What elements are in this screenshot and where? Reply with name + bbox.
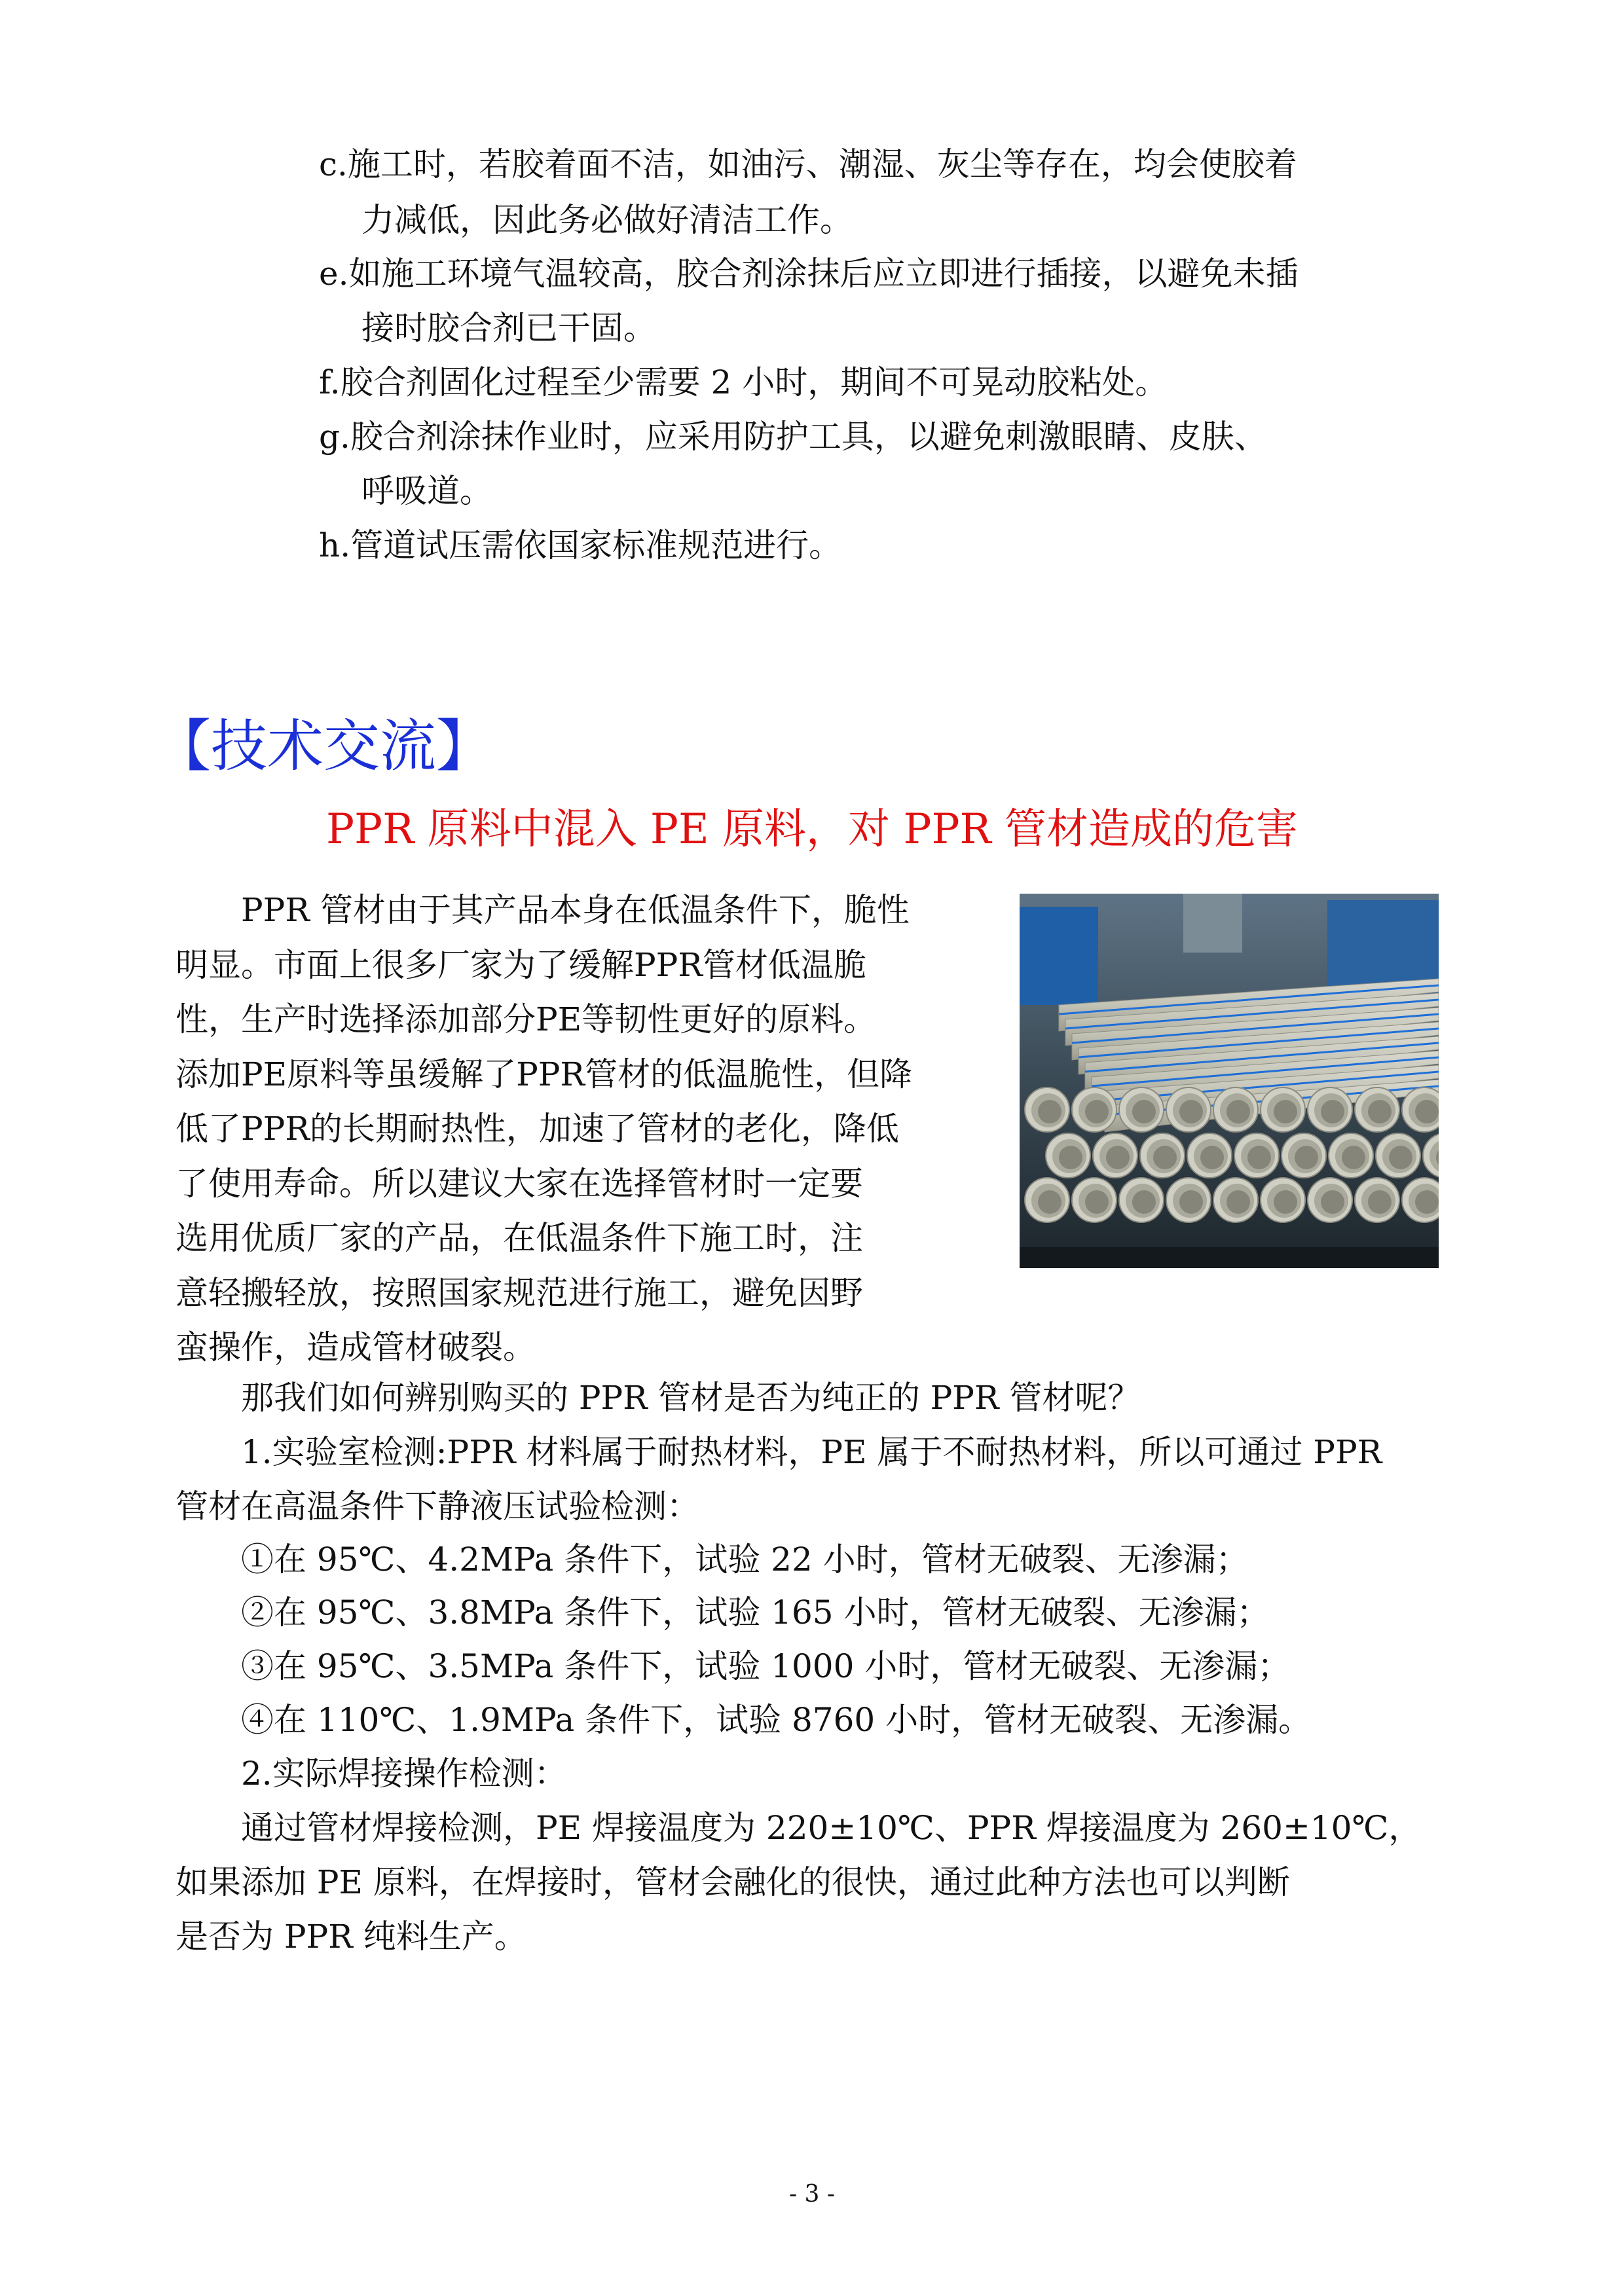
intro-line: 添加PE原料等虽缓解了PPR管材的低温脆性，但降	[175, 1055, 913, 1093]
intro-line: 明显。市面上很多厂家为了缓解PPR管材低温脆	[175, 945, 866, 984]
list-item-e-cont: 接时胶合剂已干固。	[361, 309, 656, 347]
body-line: 管材在高温条件下静液压试验检测：	[175, 1487, 699, 1525]
list-item-c-cont: 力减低，因此务必做好清洁工作。	[361, 201, 853, 239]
list-item-e: e.如施工环境气温较高，胶合剂涂抹后应立即进行插接，以避免未插	[319, 255, 1299, 293]
list-item-c: c.施工时，若胶着面不洁，如油污、潮湿、灰尘等存在，均会使胶着	[319, 145, 1297, 183]
body-line: ①在 95℃、4.2MPa 条件下，试验 22 小时，管材无破裂、无渗漏；	[175, 1540, 1249, 1578]
body-line: 2.实际焊接操作检测：	[175, 1755, 567, 1793]
body-line: ②在 95℃、3.8MPa 条件下，试验 165 小时，管材无破裂、无渗漏；	[175, 1594, 1270, 1631]
page-number: - 3 -	[788, 2181, 836, 2208]
list-item-g: g.胶合剂涂抹作业时，应采用防护工具，以避免刺激眼睛、皮肤、	[319, 418, 1267, 456]
article-title: PPR 原料中混入 PE 原料，对 PPR 管材造成的危害	[325, 805, 1299, 854]
intro-line: 了使用寿命。所以建议大家在选择管材时一定要	[175, 1164, 863, 1203]
stacked-pipes-photo	[1020, 894, 1439, 1268]
intro-line: 低了PPR的长期耐热性，加速了管材的老化，降低	[175, 1110, 899, 1148]
section-title: 【技术交流】	[155, 714, 492, 779]
body-line: 1.实验室检测:PPR 材料属于耐热材料，PE 属于不耐热材料，所以可通过 PPR	[175, 1433, 1382, 1471]
intro-line: 意轻搬轻放，按照国家规范进行施工，避免因野	[175, 1273, 863, 1312]
intro-line: 蛮操作，造成管材破裂。	[175, 1328, 536, 1366]
body-line: 通过管材焊接检测，PE 焊接温度为 220±10℃、PPR 焊接温度为 260±10℃，	[175, 1809, 1422, 1847]
body-line: 那我们如何辨别购买的 PPR 管材是否为纯正的 PPR 管材呢？	[175, 1379, 1141, 1417]
body-line: 如果添加 PE 原料，在焊接时，管材会融化的很快，通过此种方法也可以判断	[175, 1863, 1290, 1901]
list-item-f: f.胶合剂固化过程至少需要 2 小时，期间不可晃动胶粘处。	[319, 363, 1168, 401]
list-item-h: h.管道试压需依国家标准规范进行。	[319, 526, 842, 564]
body-line: 是否为 PPR 纯料生产。	[175, 1918, 527, 1956]
intro-line: 选用优质厂家的产品，在低温条件下施工时，注	[175, 1219, 863, 1257]
body-line: ③在 95℃、3.5MPa 条件下，试验 1000 小时，管材无破裂、无渗漏；	[175, 1647, 1291, 1685]
intro-line: 性，生产时选择添加部分PE等韧性更好的原料。	[175, 1000, 877, 1038]
list-item-g-cont: 呼吸道。	[361, 472, 492, 510]
body-line: ④在 110℃、1.9MPa 条件下，试验 8760 小时，管材无破裂、无渗漏。	[175, 1701, 1312, 1739]
intro-line: PPR 管材由于其产品本身在低温条件下，脆性	[175, 891, 910, 929]
